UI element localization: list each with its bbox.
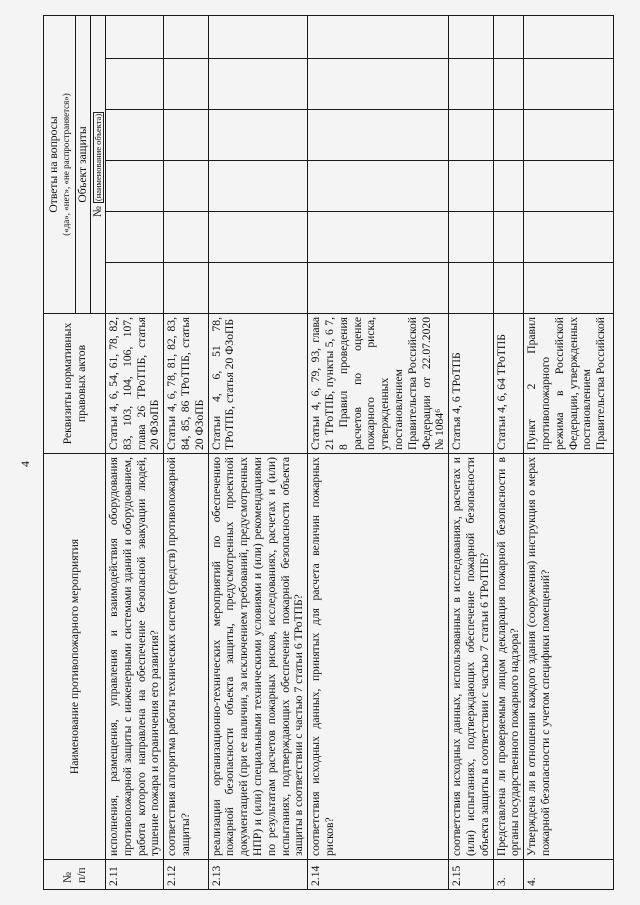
answer-cell bbox=[493, 110, 524, 161]
answer-cell bbox=[208, 15, 308, 58]
row-number: 4. bbox=[524, 860, 614, 890]
answer-cell bbox=[493, 59, 524, 110]
header-answers bbox=[44, 15, 76, 313]
measure-name: реализации организационно-технических мероприятий по обеспечению пожарной безопасности объекта защиты, предусмотренных проектной документацией (при ее наличии, за исключением требований, предусмотренных НПР) и (или) специальными техническими условиями и (или) рекомендациями по результатам расчетов пожарных рисков, исследованиях, расчетах и (или) испытаниях, подтверждающих обеспечение пожарной безопасности объекта защиты в соответствии с частью 7 статьи 6 ТРоТПБ? bbox=[208, 454, 308, 860]
header-answers-note: («да», «нет», «не распространяется») bbox=[60, 93, 71, 236]
answer-cell bbox=[106, 263, 164, 314]
answer-cell bbox=[106, 15, 164, 58]
page-number: 4 bbox=[18, 461, 32, 467]
answer-cell bbox=[208, 212, 308, 263]
answer-cell bbox=[208, 110, 308, 161]
answer-cell bbox=[524, 263, 614, 314]
header-measure-name: Наименование противопожарного мероприятия bbox=[44, 454, 106, 860]
answer-cell bbox=[106, 161, 164, 212]
header-object-row bbox=[91, 15, 106, 313]
answer-cell bbox=[164, 263, 208, 314]
requisites: Статьи 4, 6, 54, 61, 78, 82, 83, 103, 104, 106, 107, глава 26 ТРоТПБ, статья 20 ФЗоПБ bbox=[106, 314, 164, 454]
answer-cell bbox=[449, 212, 493, 263]
answer-cell bbox=[308, 110, 449, 161]
measure-name: исполнения, размещения, управления и взаимодействия оборудования противопожарной защиты с инженерными системами зданий и оборудованием, работа которого направлена на обеспечение безопасной эвакуации людей, тушение пожара и ограничения его развития? bbox=[106, 454, 164, 860]
answer-cell bbox=[106, 59, 164, 110]
header-object-placeholder: (наименование объекта) bbox=[93, 113, 103, 202]
row-number: 2.14 bbox=[308, 860, 449, 890]
requisites: Статьи 4, 6, 79, 93, глава 21 ТРоТПБ, пункты 5, 6 7, 8 Правил проведения расчетов по оценке пожарного риска, утвержденных постановлением Правительства Российской Федерации от 22.07.2020 № 1084⁶ bbox=[308, 314, 449, 454]
answer-cell bbox=[449, 263, 493, 314]
measure-name: Представлена ли проверяемым лицом декларация пожарной безопасности в органы государственного пожарного надзора? bbox=[493, 454, 524, 860]
table-row bbox=[308, 15, 449, 889]
answer-cell bbox=[164, 110, 208, 161]
row-number: 2.15 bbox=[449, 860, 493, 890]
answer-cell bbox=[208, 263, 308, 314]
requisites: Статьи 4, 6, 64 ТРоТПБ bbox=[493, 314, 524, 454]
answer-cell bbox=[106, 110, 164, 161]
header-requisites: Реквизиты нормативных правовых актов bbox=[44, 314, 106, 454]
measure-name: Утверждена ли в отношении каждого здания (сооружения) инструкция о мерах пожарной безопасности с учетом специфики помещений? bbox=[524, 454, 614, 860]
table-row bbox=[164, 15, 208, 889]
answer-cell bbox=[208, 161, 308, 212]
answer-cell bbox=[164, 15, 208, 58]
answer-cell bbox=[164, 161, 208, 212]
header-number: № п/п bbox=[44, 860, 106, 890]
answer-cell bbox=[308, 263, 449, 314]
answer-cell bbox=[106, 212, 164, 263]
answer-cell bbox=[524, 212, 614, 263]
measure-name: соответствия исходных данных, принятых для расчета величин пожарных рисков? bbox=[308, 454, 449, 860]
answer-cell bbox=[524, 161, 614, 212]
answer-cell bbox=[493, 212, 524, 263]
measure-name: соответствия исходных данных, использованных в исследованиях, расчетах и (или) испытаниях, подтверждающих обеспечение пожарной безопасности объекта защиты в соответствии с частью 7 статьи 6 ТРоТПБ? bbox=[449, 454, 493, 860]
header-object: Объект защиты bbox=[76, 15, 91, 313]
requisites: Статьи 4, 6, 51 78, ТРоТПБ, статья 20 ФЗоПБ bbox=[208, 314, 308, 454]
answer-cell bbox=[308, 15, 449, 58]
answer-cell bbox=[308, 212, 449, 263]
answer-cell bbox=[449, 161, 493, 212]
answer-cell bbox=[524, 59, 614, 110]
answer-cell bbox=[308, 59, 449, 110]
header-object-number: № bbox=[91, 206, 104, 218]
row-number: 3. bbox=[493, 860, 524, 890]
row-number: 2.11 bbox=[106, 860, 164, 890]
answer-cell bbox=[164, 59, 208, 110]
table-row bbox=[208, 15, 308, 889]
answer-cell bbox=[449, 15, 493, 58]
measure-name: соответствия алгоритма работы технических систем (средств) противопожарной защиты? bbox=[164, 454, 208, 860]
requisites: Пункт 2 Правил противопожарного режима в Российской Федерации, утвержденных постановлением Правительства Российской bbox=[524, 314, 614, 454]
requisites: Статья 4, 6 ТРоТПБ bbox=[449, 314, 493, 454]
row-number: 2.13 bbox=[208, 860, 308, 890]
table-row bbox=[493, 15, 524, 889]
answer-cell bbox=[493, 161, 524, 212]
checklist-table bbox=[43, 15, 614, 890]
table-row bbox=[106, 15, 164, 889]
answer-cell bbox=[308, 161, 449, 212]
answer-cell bbox=[449, 59, 493, 110]
answer-cell bbox=[449, 110, 493, 161]
answer-cell bbox=[524, 110, 614, 161]
requisites: Статьи 4, 6, 78, 81, 82, 83, 84, 85, 86 ТРоТПБ, статья 20 ФЗоПБ bbox=[164, 314, 208, 454]
answer-cell bbox=[524, 15, 614, 58]
answer-cell bbox=[208, 59, 308, 110]
table-row bbox=[524, 15, 614, 889]
table-row bbox=[449, 15, 493, 889]
row-number: 2.12 bbox=[164, 860, 208, 890]
header-answers-title: Ответы на вопросы bbox=[46, 116, 60, 213]
answer-cell bbox=[164, 212, 208, 263]
answer-cell bbox=[493, 263, 524, 314]
answer-cell bbox=[493, 15, 524, 58]
